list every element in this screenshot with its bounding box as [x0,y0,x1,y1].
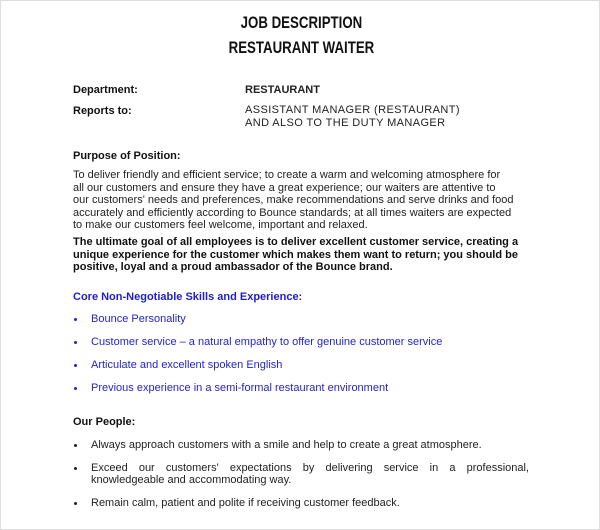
purpose-line: accurately and efficiently according to Bounce standards; at all times waiters are expected [73,206,512,219]
our-people-item [73,439,543,452]
our-people-text: Remain calm, patient and polite if receiving customer feedback. [91,496,400,509]
core-skill-text: Bounce Personality [91,313,186,325]
bullet-icon [74,341,77,344]
document-title-line1: JOB DESCRIPTION [240,13,363,32]
reports-to-value [245,104,460,130]
department-label: Department: [73,84,138,96]
core-skill-item [73,313,543,326]
goal-line: The ultimate goal of all employees is to deliver excellent customer service, creating a [73,236,519,248]
our-people-text: Always approach customers with a smile and help to create a great atmosphere. [91,439,482,451]
purpose-heading: Purpose of Position: [73,150,181,162]
goal-line: positive, loyal and a proud ambassador of the Bounce brand. [73,261,393,274]
core-skill-text: Articulate and excellent spoken English [91,359,283,372]
bullet-icon [74,444,77,447]
bullet-icon [74,364,77,367]
core-skills-list [73,313,543,395]
bullet-icon [74,318,77,321]
core-skill-text: Customer service – a natural empathy to offer genuine customer service [91,336,443,349]
purpose-line: to make our customers feel welcome, important and relaxed. [73,219,368,232]
bullet-icon [74,387,77,390]
reports-to-value-line2: AND ALSO TO THE DUTY MANAGER [245,117,446,129]
core-skills-heading: Core Non-Negotiable Skills and Experience: [73,291,303,303]
our-people-item [73,462,529,487]
core-skill-item [73,359,543,372]
purpose-line: our customers' needs and preferences, make recommendations and serve drinks and food [73,194,514,207]
purpose-line: To deliver friendly and efficient service; to create a warm and welcoming atmosphere for [73,169,501,181]
our-people-list [73,439,543,509]
purpose-paragraph [73,169,543,232]
document-title-line2: RESTAURANT WAITER [228,38,375,57]
purpose-line: all our customers and ensure they have a great experience; our waiters are attentive to [73,181,496,194]
bullet-icon [74,467,77,470]
our-people-item [73,497,543,510]
core-skill-text: Previous experience in a semi-formal restaurant environment [91,382,389,395]
reports-to-label: Reports to: [73,105,132,117]
goal-paragraph [73,236,553,274]
reports-to-value-line1: ASSISTANT MANAGER (RESTAURANT) [245,104,460,116]
our-people-heading: Our People: [73,416,136,428]
bullet-icon [74,502,77,505]
our-people-text: Exceed our customers' expectations by delivering service in a professional, knowledgeable and accommodating way. [91,461,529,487]
core-skill-item [73,336,543,349]
department-value: RESTAURANT [245,84,320,96]
goal-line: unique experience for the customer which makes them want to return; you should be [73,248,518,261]
core-skill-item [73,382,543,395]
